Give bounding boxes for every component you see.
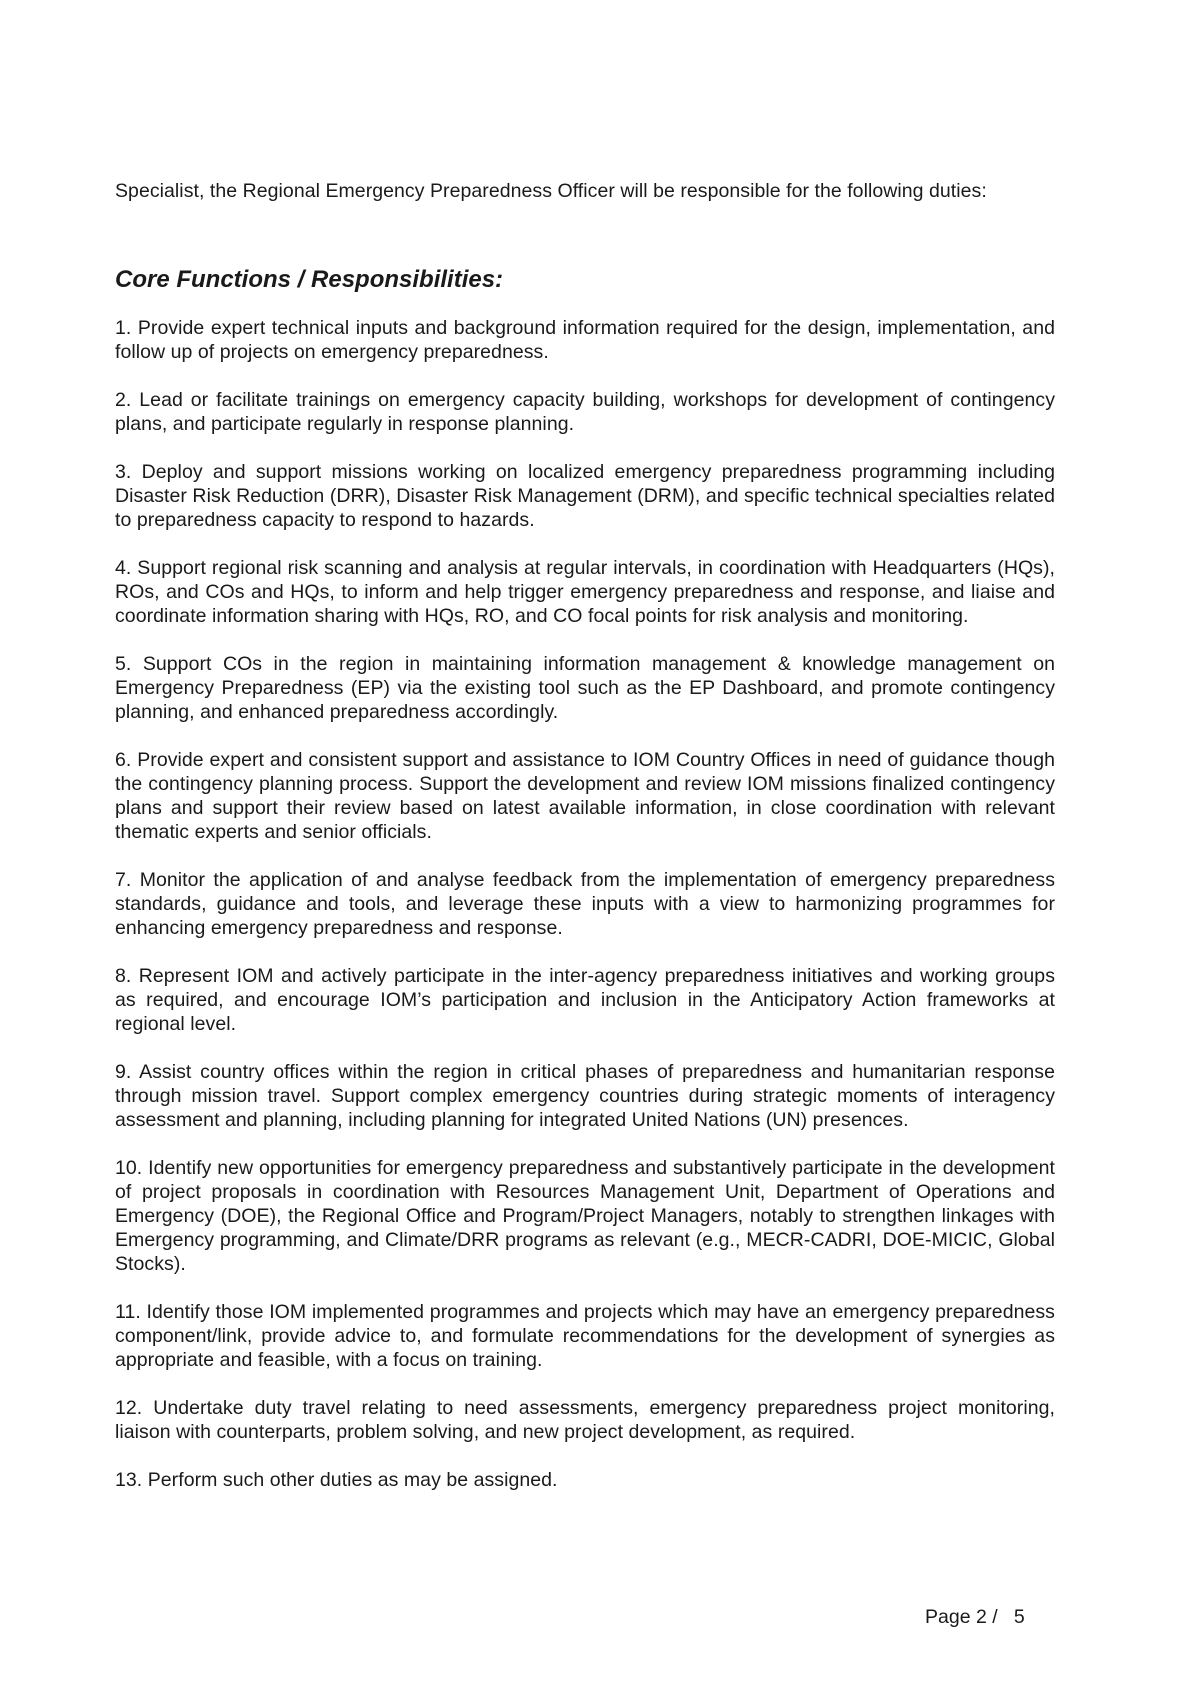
responsibilities-list [115, 316, 1055, 1492]
list-item: 7. Monitor the application of and analyse feedback from the implementation of emergency preparedness standards, guidance and tools, and leverage these inputs with a view to harmonizing programmes for enhancing emergency preparedness and response. [115, 869, 1055, 939]
list-item: 1. Provide expert technical inputs and background information required for the design, implementation, and follow up of projects on emergency preparedness. [115, 317, 1055, 363]
page-content [115, 179, 1055, 1492]
list-item: 8. Represent IOM and actively participate in the inter-agency preparedness initiatives and working groups as required, and encourage IOM’s participation and inclusion in the Anticipatory Action frameworks at regional level. [115, 965, 1055, 1035]
list-item: 9. Assist country offices within the region in critical phases of preparedness and humanitarian response through mission travel. Support complex emergency countries during strategic moments of interagency assessment and planning, including planning for integrated United Nations (UN) presences. [115, 1061, 1055, 1131]
section-heading: Core Functions / Responsibilities: [115, 266, 504, 293]
list-item: 12. Undertake duty travel relating to need assessments, emergency preparedness project monitoring, liaison with counterparts, problem solving, and new project development, as required. [115, 1397, 1055, 1443]
list-item: 2. Lead or facilitate trainings on emergency capacity building, workshops for development of contingency plans, and participate regularly in response planning. [115, 389, 1055, 435]
intro-paragraph: Specialist, the Regional Emergency Preparedness Officer will be responsible for the following duties: [115, 180, 987, 202]
list-item: 6. Provide expert and consistent support and assistance to IOM Country Offices in need of guidance though the contingency planning process. Support the development and review IOM missions finalized contingency plans and support their review based on latest available information, in close coordination with relevant thematic experts and senior officials. [115, 749, 1055, 843]
list-item: 11. Identify those IOM implemented programmes and projects which may have an emergency preparedness component/link, provide advice to, and formulate recommendations for the development of synergies as appropriate and feasible, with a focus on training. [115, 1301, 1055, 1371]
list-item: 13. Perform such other duties as may be assigned. [115, 1469, 558, 1491]
list-item: 5. Support COs in the region in maintaining information management & knowledge management on Emergency Preparedness (EP) via the existing tool such as the EP Dashboard, and promote contingency planning, and enhanced preparedness accordingly. [115, 653, 1055, 723]
list-item: 3. Deploy and support missions working on localized emergency preparedness programming including Disaster Risk Reduction (DRR), Disaster Risk Management (DRM), and specific technical specialties related to preparedness capacity to respond to hazards. [115, 461, 1055, 531]
list-item: 10. Identify new opportunities for emergency preparedness and substantively participate in the development of project proposals in coordination with Resources Management Unit, Department of Operations and Emergency (DOE), the Regional Office and Program/Project Managers, notably to strengthen linkages with Emergency programming, and Climate/DRR programs as relevant (e.g., MECR-CADRI, DOE-MICIC, Global Stocks). [115, 1157, 1055, 1275]
page-number: Page 2 / 5 [925, 1606, 1025, 1628]
list-item: 4. Support regional risk scanning and analysis at regular intervals, in coordination with Headquarters (HQs), ROs, and COs and HQs, to inform and help trigger emergency preparedness and response, and liaise and coordinate information sharing with HQs, RO, and CO focal points for risk analysis and monitoring. [115, 557, 1055, 627]
